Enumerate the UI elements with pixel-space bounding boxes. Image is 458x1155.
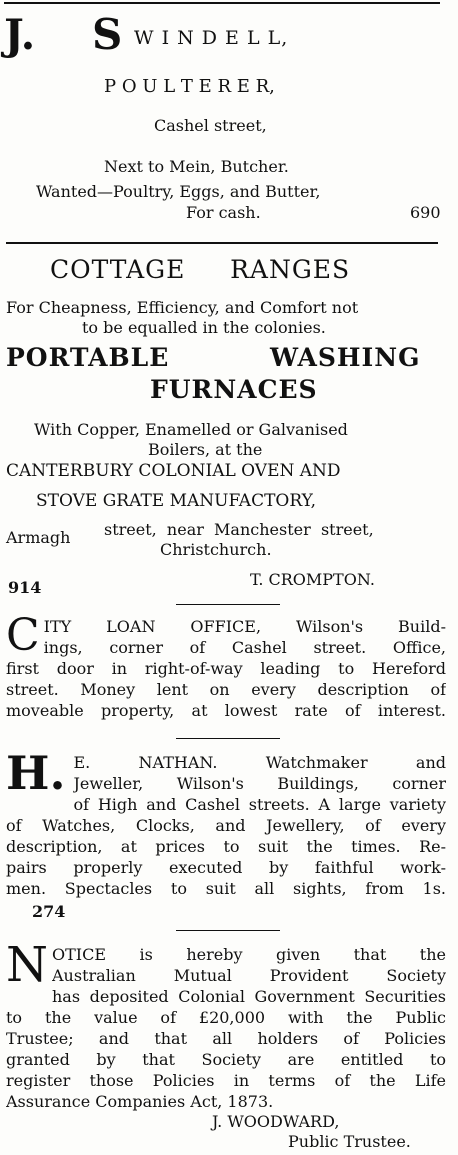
swindell-initial: J. [4, 10, 36, 59]
separator-rule [176, 604, 280, 605]
swindell-ref: 690 [410, 203, 441, 222]
notice-line: has deposited Colonial Government Securities [52, 987, 446, 1006]
city-loan-line: street. Money lent on every description of [6, 680, 446, 699]
cottage-washing: WASHING [270, 343, 421, 372]
city-loan-line: ITY LOAN OFFICE, Wilson's Build- [43, 617, 446, 636]
swindell-next-to: Next to Mein, Butcher. [104, 157, 289, 176]
nathan-line: description, at prices to suit the times. Re- [6, 837, 446, 856]
cottage-ref: 914 [8, 578, 42, 597]
swindell-street: Cashel street, [154, 116, 267, 135]
city-loan-line: first door in right-of-way leading to Hereford [6, 659, 446, 678]
cottage-portable: PORTABLE [6, 343, 170, 372]
cottage-armagh: Armagh [6, 528, 71, 547]
cottage-title: COTTAGE RANGES [50, 255, 351, 284]
nathan-line: Jeweller, Wilson's Buildings, corner [73, 774, 446, 793]
notice-line: Trustee; and that all holders of Policies [6, 1029, 446, 1048]
notice-line: OTICE is hereby given that the [52, 945, 446, 964]
top-rule [4, 2, 440, 4]
nathan-line: men. Spectacles to suit all sights, from 1s. [6, 879, 446, 898]
swindell-name-rest: W I N D E L L, [134, 27, 289, 49]
swindell-trade: P O U L T E R E R, [104, 76, 275, 97]
separator-rule [176, 930, 280, 931]
nathan-ref: 274 [32, 902, 66, 921]
notice-line: to the value of £20,000 with the Public [6, 1008, 446, 1027]
city-loan-line: ings, corner of Cashel street. Office, [43, 638, 446, 657]
notice-signed: J. WOODWARD, [212, 1112, 340, 1131]
notice-line: Assurance Companies Act, 1873. [6, 1092, 274, 1111]
city-loan-dropcap: C [6, 610, 40, 661]
cottage-christchurch: Christchurch. [160, 540, 272, 559]
nathan-line: pairs properly executed by faithful work- [6, 858, 446, 877]
cottage-canterbury: CANTERBURY COLONIAL OVEN AND [6, 461, 341, 481]
notice-line: Australian Mutual Provident Society [52, 966, 446, 985]
nathan-line: of High and Cashel streets. A large variety [73, 795, 446, 814]
nathan-ad [6, 746, 446, 899]
notice-ad [6, 937, 446, 1112]
notice-dropcap: N [6, 937, 48, 993]
swindell-name-s: S [92, 10, 123, 59]
city-loan-line: moveable property, at lowest rate of interest. [6, 701, 446, 720]
nathan-line: of Watches, Clocks, and Jewellery, of every [6, 816, 446, 835]
swindell-wanted: Wanted—Poultry, Eggs, and Butter, [36, 182, 321, 201]
notice-title: Public Trustee. [288, 1132, 411, 1151]
cottage-line2: to be equalled in the colonies. [82, 318, 326, 337]
nathan-dropcap: H. [6, 746, 66, 800]
cottage-line1: For Cheapness, Efficiency, and Comfort not [6, 298, 359, 317]
cottage-armagh-rest: street, near Manchester street, [104, 520, 374, 539]
separator-rule [6, 242, 438, 244]
nathan-line: E. NATHAN. Watchmaker and [73, 753, 446, 772]
cottage-stove: STOVE GRATE MANUFACTORY, [36, 491, 317, 511]
notice-line: granted by that Society are entitled to [6, 1050, 446, 1069]
notice-line: register those Policies in terms of the Life [6, 1071, 446, 1090]
cottage-boilers: Boilers, at the [148, 440, 263, 459]
city-loan-ad [6, 610, 446, 721]
cottage-signed: T. CROMPTON. [250, 570, 375, 589]
cottage-furnaces: FURNACES [150, 375, 318, 404]
cottage-with-copper: With Copper, Enamelled or Galvanised [34, 420, 348, 439]
separator-rule [176, 738, 280, 739]
swindell-for-cash: For cash. [186, 203, 261, 222]
